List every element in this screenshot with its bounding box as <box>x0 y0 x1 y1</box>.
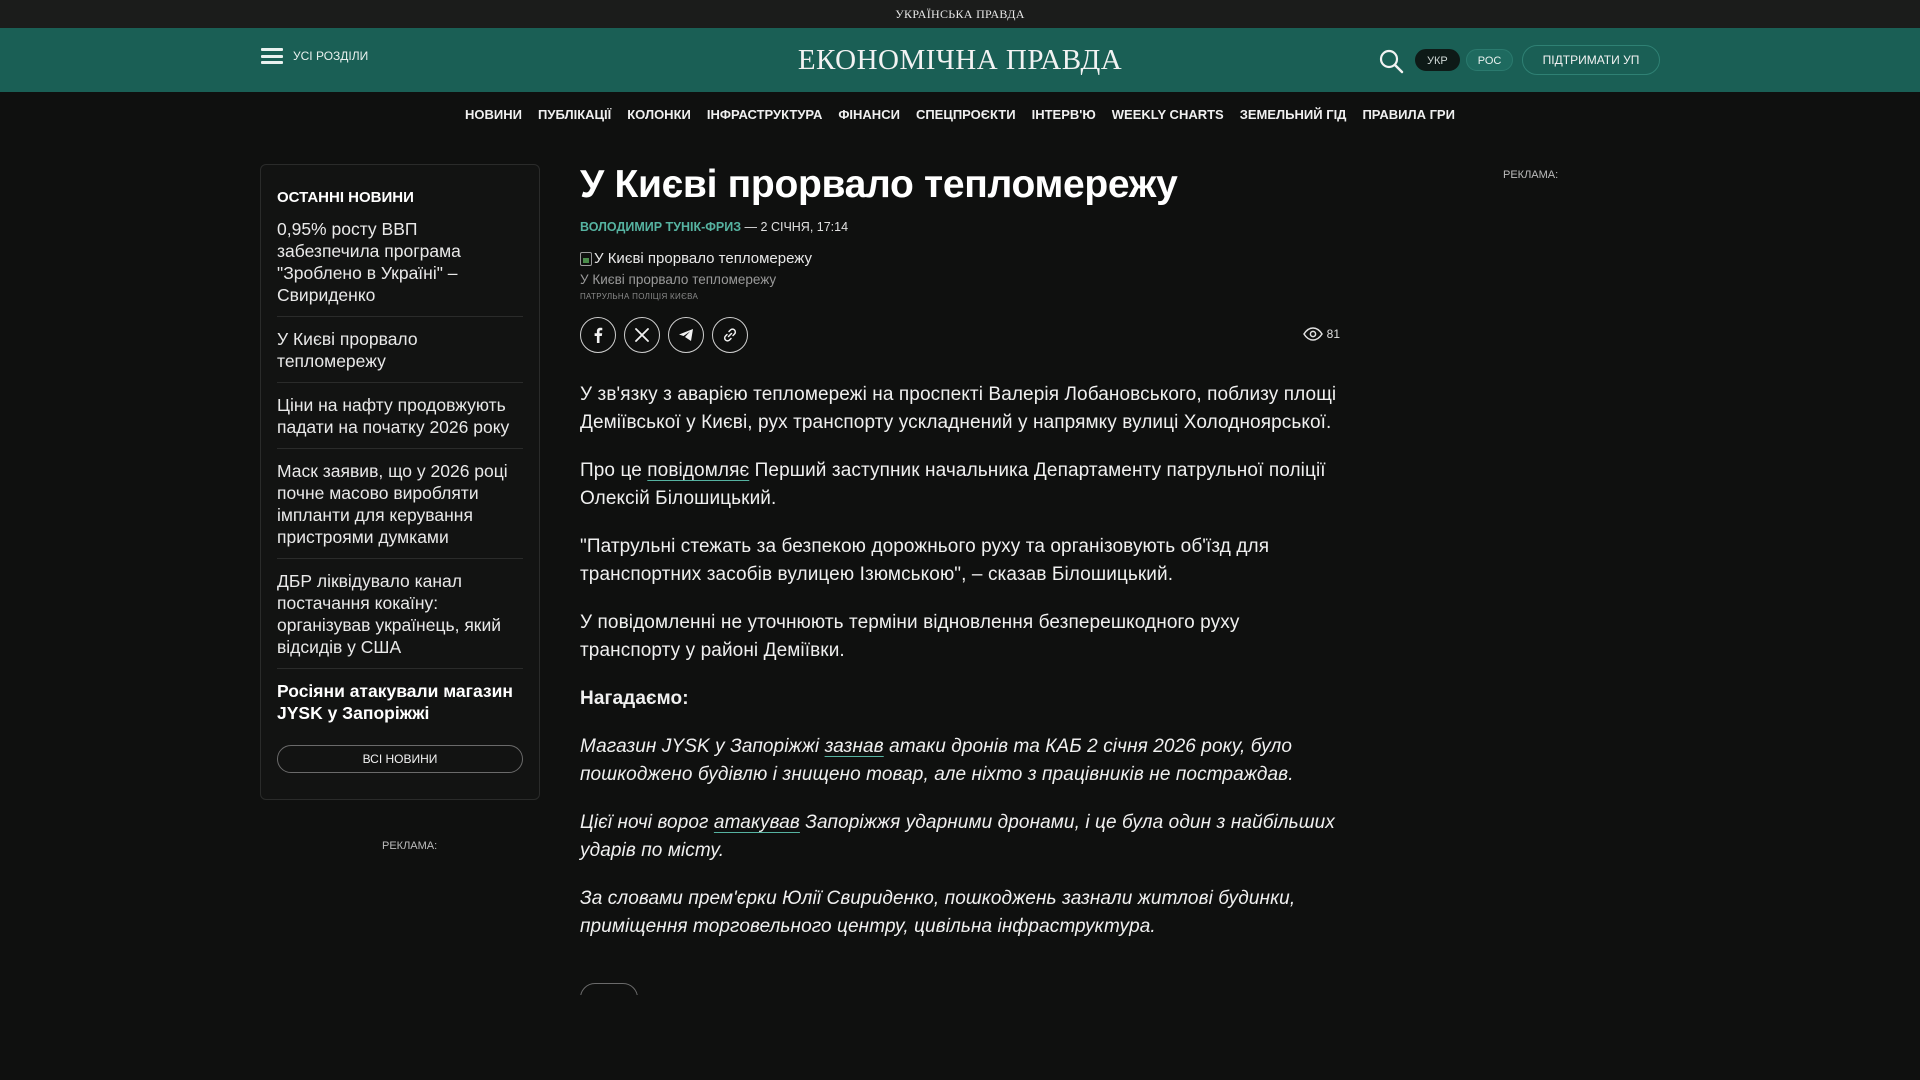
paragraph: Цієї ночі ворог атакував Запоріжжя ударними дронами, і це була один з найбільших ударів по місту. <box>580 812 1335 861</box>
main-nav <box>0 92 1920 136</box>
sidebar-heading: ОСТАННІ НОВИНИ <box>277 189 414 206</box>
nav-item-finance[interactable]: ФІНАНСИ <box>838 106 900 122</box>
nav-item-news[interactable]: НОВИНИ <box>465 106 523 122</box>
paragraph: "Патрульні стежать за безпекою дорожнього руху та організовують об'їзд для транспортних засобів вулицею Ізюмською", – сказав Білошицький. <box>580 536 1270 585</box>
source-link[interactable]: повідомляє <box>647 460 750 481</box>
paragraph: Про це повідомляє Перший заступник начальника Департаменту патрульної поліції Олексій Білошицький. <box>580 460 1326 509</box>
news-list-item[interactable]: У Києві прорвало тепломережу <box>277 328 523 383</box>
nav-item-columns[interactable]: КОЛОНКИ <box>627 106 691 122</box>
nav-item-weekly-charts[interactable]: WEEKLY CHARTS <box>1111 106 1224 122</box>
nav-item-publications[interactable]: ПУБЛІКАЦІЇ <box>538 106 612 122</box>
image-credit: ПАТРУЛЬНА ПОЛІЦІЯ КИЄВА <box>580 292 699 301</box>
nav-item-special-projects[interactable]: СПЕЦПРОЄКТИ <box>915 106 1016 122</box>
top-brand-bar <box>0 0 1920 28</box>
facebook-share-button[interactable] <box>580 317 616 353</box>
paragraph: У повідомленні не уточнюють терміни відновлення безперешкодного руху транспорту у районі Деміївки. <box>580 612 1240 661</box>
ad-label-right: РЕКЛАМА: <box>1503 169 1559 181</box>
parent-brand-link[interactable]: УКРАЇНСЬКА ПРАВДА <box>895 6 1025 21</box>
paragraph: Магазин JYSK у Запоріжжі зазнав атаки дронів та КАБ 2 січня 2026 року, було пошкоджено будівлю і знищено товар, але ніхто з працівників не постраждав. <box>580 736 1294 785</box>
reminder-heading: Нагадаємо: <box>580 688 689 709</box>
tag-pill-partial[interactable] <box>580 983 638 995</box>
link-icon <box>722 327 738 343</box>
author-link[interactable]: ВОЛОДИМИР ТУНІК-ФРИЗ <box>580 220 742 234</box>
latest-news-sidebar <box>260 164 540 800</box>
x-share-button[interactable] <box>624 317 660 353</box>
all-sections-menu-button[interactable] <box>261 48 368 64</box>
article <box>580 160 1345 961</box>
article-title: У Києві прорвало тепломережу <box>580 163 1178 206</box>
views-count: 81 <box>1326 327 1340 341</box>
all-news-button[interactable]: ВСІ НОВИНИ <box>277 745 523 773</box>
menu-label: УСІ РОЗДІЛИ <box>293 49 369 63</box>
search-icon[interactable] <box>1378 48 1404 74</box>
article-image <box>580 250 1345 267</box>
site-header <box>0 28 1920 92</box>
share-bar <box>580 317 1345 357</box>
paragraph: У зв'язку з аварією тепломережі на проспекті Валерія Лобановського, поблизу площі Деміївської у Києві, рух транспорту ускладнений у напрямку вулиці Холодноярської. <box>580 384 1337 433</box>
related-link[interactable]: зазнав <box>824 736 884 757</box>
news-list-item[interactable]: 0,95% росту ВВП забезпечила програма "Зроблено в Україні" – Свириденко <box>277 218 523 317</box>
article-date: — 2 СІЧНЯ, 17:14 <box>741 220 849 234</box>
article-meta <box>580 220 1345 234</box>
news-list-item[interactable]: Ціни на нафту продовжують падати на початку 2026 року <box>277 394 523 449</box>
news-list-item[interactable]: ДБР ліквідувало канал постачання кокаїну: організував українець, який відсидів у США <box>277 570 523 669</box>
nav-item-land-guide[interactable]: ЗЕМЕЛЬНИЙ ГІД <box>1239 106 1347 122</box>
lang-ukr-button[interactable]: УКР <box>1415 49 1460 71</box>
eye-icon <box>1303 327 1323 341</box>
news-list-item[interactable]: Маск заявив, що у 2026 році почне масово виробляти імпланти для керування пристроями думками <box>277 460 523 559</box>
article-body <box>580 381 1345 941</box>
broken-image-icon <box>580 252 592 266</box>
support-button[interactable]: ПІДТРИМАТИ УП <box>1522 45 1660 75</box>
views-counter <box>1303 327 1340 341</box>
nav-item-infrastructure[interactable]: ІНФРАСТРУКТУРА <box>706 106 823 122</box>
ad-label-left: РЕКЛАМА: <box>382 840 438 852</box>
hamburger-icon <box>261 48 283 64</box>
image-caption: У Києві прорвало тепломережу <box>580 272 777 287</box>
telegram-icon <box>678 328 694 342</box>
facebook-icon <box>591 327 605 343</box>
page-bottom-background <box>0 994 1920 1080</box>
lang-ros-button[interactable]: РОС <box>1466 49 1514 71</box>
news-list-item[interactable]: Росіяни атакували магазин JYSK у Запоріжжі <box>277 681 513 723</box>
nav-item-rules-of-game[interactable]: ПРАВИЛА ГРИ <box>1362 106 1455 122</box>
x-icon <box>635 328 649 342</box>
language-switcher <box>1415 49 1513 71</box>
related-link[interactable]: атакував <box>713 812 800 833</box>
nav-item-interview[interactable]: ІНТЕРВ'Ю <box>1031 106 1096 122</box>
site-logo[interactable]: ЕКОНОМІЧНА ПРАВДА <box>797 44 1123 76</box>
copy-link-button[interactable] <box>712 317 748 353</box>
image-alt-text: У Києві прорвало тепломережу <box>594 250 812 267</box>
paragraph: За словами прем'єрки Юлії Свириденко, пошкоджень зазнали житлові будинки, приміщення торговельного центру, цивільна інфраструктура. <box>580 888 1296 937</box>
telegram-share-button[interactable] <box>668 317 704 353</box>
